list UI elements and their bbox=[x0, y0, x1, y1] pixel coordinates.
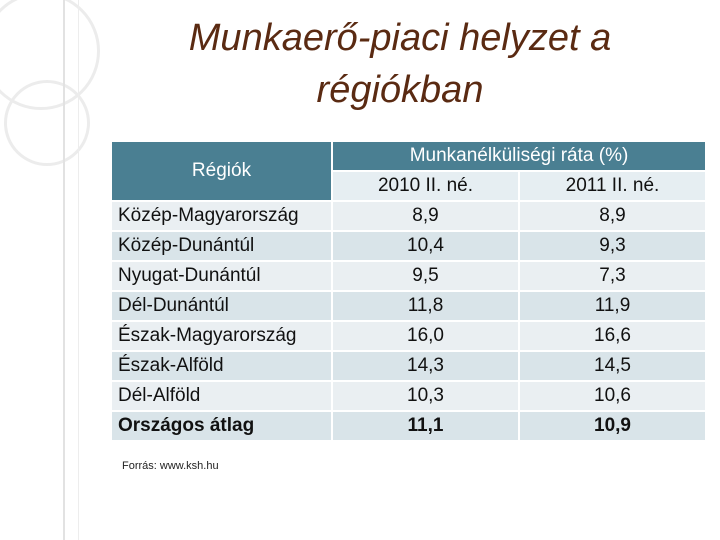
rate-2010-cell: 10,4 bbox=[333, 232, 520, 260]
decorative-line bbox=[78, 0, 79, 540]
rate-2011-cell: 11,9 bbox=[520, 292, 705, 320]
decorative-circle bbox=[0, 0, 100, 110]
rate-2010-cell: 9,5 bbox=[333, 262, 520, 290]
slide-title-line-2: régiókban bbox=[316, 69, 484, 111]
rate-2011-cell: 9,3 bbox=[520, 232, 705, 260]
decorative-line bbox=[63, 0, 65, 540]
decorative-circle bbox=[4, 80, 90, 166]
slide-title bbox=[110, 12, 690, 116]
table-row bbox=[112, 382, 705, 410]
region-cell: Észak-Magyarország bbox=[112, 322, 333, 350]
col-2010-header: 2010 II. né. bbox=[333, 172, 520, 200]
rate-2010-cell: 14,3 bbox=[333, 352, 520, 380]
slide-title-line-1: Munkaerő-piaci helyzet a bbox=[188, 17, 612, 59]
region-cell: Közép-Magyarország bbox=[112, 202, 333, 230]
table-row bbox=[112, 352, 705, 380]
table-row bbox=[112, 262, 705, 290]
rate-2010-cell: 11,1 bbox=[333, 412, 520, 440]
region-cell: Nyugat-Dunántúl bbox=[112, 262, 333, 290]
table-row bbox=[112, 202, 705, 230]
table-row bbox=[112, 322, 705, 350]
rate-2010-cell: 16,0 bbox=[333, 322, 520, 350]
col-2011-header: 2011 II. né. bbox=[520, 172, 705, 200]
region-cell: Észak-Alföld bbox=[112, 352, 333, 380]
region-column-header: Régiók bbox=[112, 142, 333, 200]
region-cell: Közép-Dunántúl bbox=[112, 232, 333, 260]
unemployment-table bbox=[112, 140, 705, 442]
rate-2011-cell: 14,5 bbox=[520, 352, 705, 380]
rate-2010-cell: 10,3 bbox=[333, 382, 520, 410]
rate-group-header: Munkanélküliségi ráta (%) bbox=[333, 142, 705, 170]
table-row bbox=[112, 232, 705, 260]
region-cell: Dél-Dunántúl bbox=[112, 292, 333, 320]
region-cell: Országos átlag bbox=[112, 412, 333, 440]
rate-2011-cell: 7,3 bbox=[520, 262, 705, 290]
rate-2010-cell: 11,8 bbox=[333, 292, 520, 320]
national-average-row bbox=[112, 412, 705, 440]
rate-2011-cell: 10,9 bbox=[520, 412, 705, 440]
region-cell: Dél-Alföld bbox=[112, 382, 333, 410]
rate-2011-cell: 8,9 bbox=[520, 202, 705, 230]
rate-2011-cell: 16,6 bbox=[520, 322, 705, 350]
table-row bbox=[112, 292, 705, 320]
rate-2010-cell: 8,9 bbox=[333, 202, 520, 230]
source-note: Forrás: www.ksh.hu bbox=[122, 460, 219, 472]
rate-2011-cell: 10,6 bbox=[520, 382, 705, 410]
